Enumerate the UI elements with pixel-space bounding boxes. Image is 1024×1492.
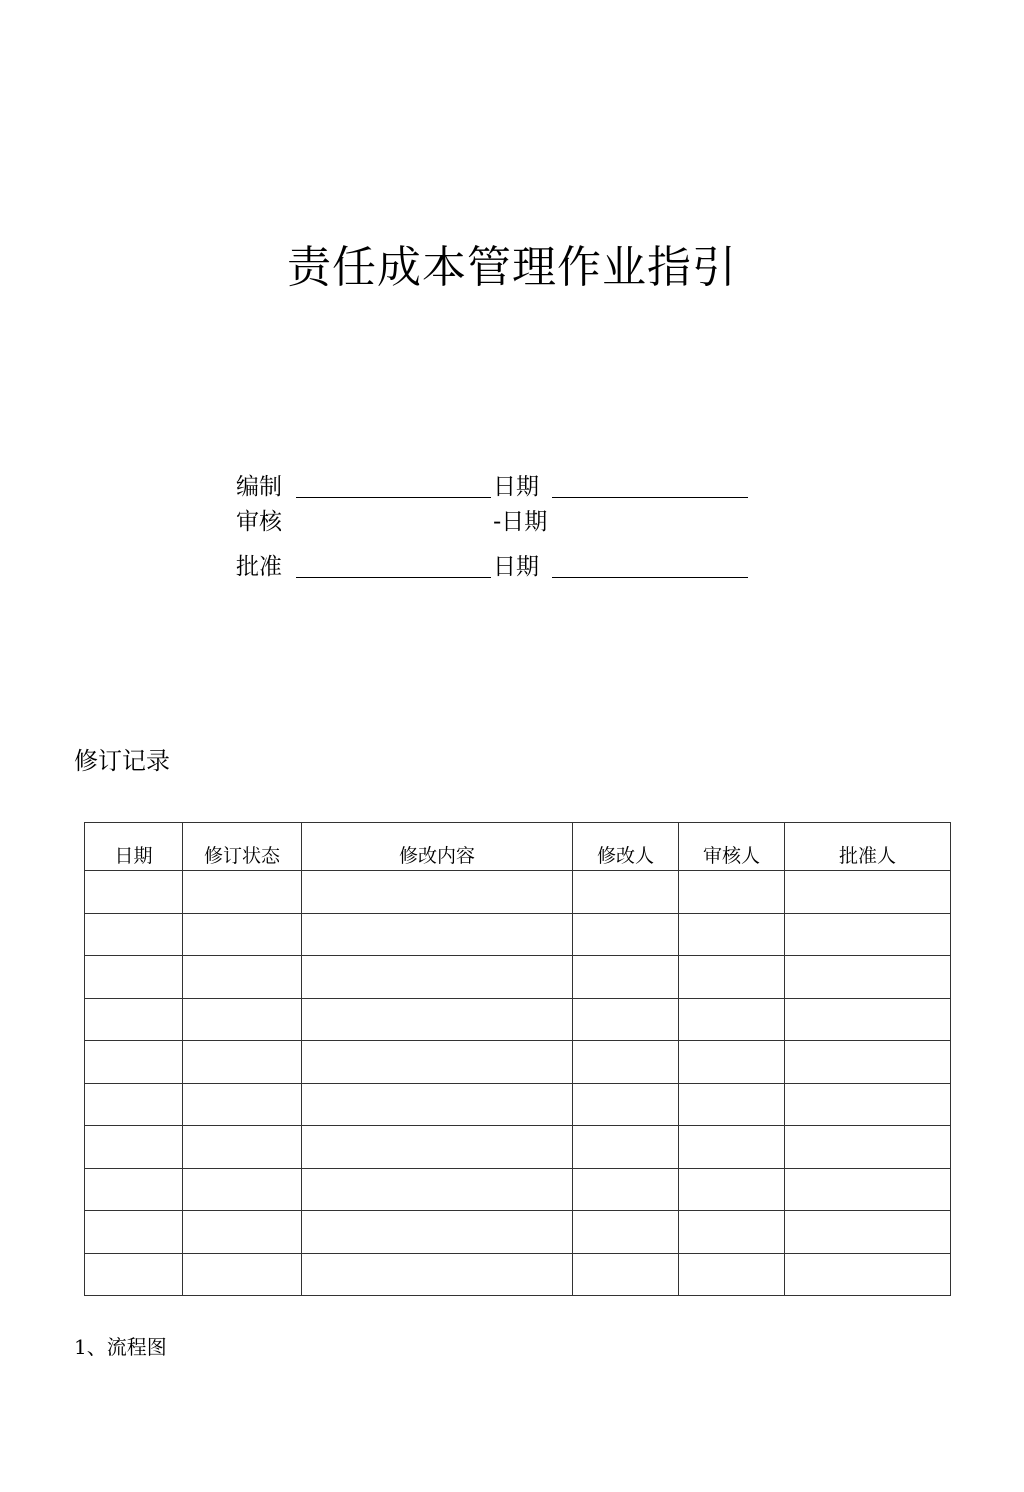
revision-record-table [84, 822, 951, 1296]
table-row [85, 1168, 951, 1211]
table-row [85, 871, 951, 914]
revision-record-heading: 修订记录 [74, 747, 170, 775]
column-header-change-content: 修改内容 [302, 823, 573, 871]
table-cell [85, 1083, 183, 1126]
table-cell [573, 1041, 679, 1084]
table-cell [302, 998, 573, 1041]
table-cell [183, 913, 302, 956]
review-label: 审核 [236, 509, 282, 535]
column-header-revision-status: 修订状态 [183, 823, 302, 871]
table-cell [679, 998, 785, 1041]
table-row [85, 1041, 951, 1084]
table-row [85, 1253, 951, 1296]
table-cell [183, 1041, 302, 1084]
column-header-reviewer: 审核人 [679, 823, 785, 871]
table-cell [302, 1083, 573, 1126]
table-cell [573, 956, 679, 999]
table-cell [679, 871, 785, 914]
table-cell [183, 1168, 302, 1211]
column-header-modifier: 修改人 [573, 823, 679, 871]
table-row [85, 1083, 951, 1126]
table-cell [679, 1126, 785, 1169]
table-cell [573, 913, 679, 956]
approve-label: 批准 [236, 554, 282, 580]
table-cell [573, 998, 679, 1041]
table-cell [85, 1041, 183, 1084]
compile-label: 编制 [236, 474, 282, 500]
table-cell [573, 871, 679, 914]
table-row [85, 1126, 951, 1169]
table-cell [302, 1253, 573, 1296]
table-cell [85, 1253, 183, 1296]
table-header-row [85, 823, 951, 871]
table-cell [302, 956, 573, 999]
table-cell [183, 1083, 302, 1126]
table-row [85, 1211, 951, 1254]
table-cell [785, 1041, 951, 1084]
table-cell [785, 1168, 951, 1211]
table-cell [573, 1253, 679, 1296]
table-cell [85, 956, 183, 999]
table-cell [183, 1126, 302, 1169]
column-header-approver: 批准人 [785, 823, 951, 871]
table-cell [785, 871, 951, 914]
table-cell [785, 913, 951, 956]
section-heading-flowchart: 1、流程图 [74, 1335, 167, 1359]
table-cell [785, 956, 951, 999]
table-cell [679, 1168, 785, 1211]
table-cell [679, 956, 785, 999]
table-body [85, 871, 951, 1296]
table-cell [183, 871, 302, 914]
document-title: 责任成本管理作业指引 [287, 242, 737, 293]
table-cell [302, 871, 573, 914]
table-cell [573, 1126, 679, 1169]
table-cell [85, 871, 183, 914]
review-date-label: -日期 [493, 509, 548, 535]
table-cell [679, 1041, 785, 1084]
table-cell [302, 1211, 573, 1254]
compile-date-line [552, 471, 748, 498]
table-cell [573, 1211, 679, 1254]
table-row [85, 956, 951, 999]
table-cell [85, 1168, 183, 1211]
table-cell [85, 1211, 183, 1254]
table-cell [679, 1211, 785, 1254]
table-cell [785, 1083, 951, 1126]
table-cell [679, 1083, 785, 1126]
table-cell [785, 998, 951, 1041]
compile-date-label: 日期 [493, 474, 539, 500]
table-cell [302, 1168, 573, 1211]
compile-signature-line [296, 471, 491, 498]
approve-signature-line [296, 551, 491, 578]
table-cell [785, 1211, 951, 1254]
table-cell [183, 1211, 302, 1254]
table-cell [302, 1041, 573, 1084]
table-row [85, 913, 951, 956]
table-cell [573, 1083, 679, 1126]
table-cell [85, 1126, 183, 1169]
table-cell [302, 913, 573, 956]
table-cell [183, 998, 302, 1041]
table-cell [785, 1126, 951, 1169]
table-cell [183, 1253, 302, 1296]
approve-date-label: 日期 [493, 554, 539, 580]
table-cell [785, 1253, 951, 1296]
table-cell [573, 1168, 679, 1211]
table-cell [302, 1126, 573, 1169]
table-cell [85, 998, 183, 1041]
table-cell [85, 913, 183, 956]
approve-date-line [552, 551, 748, 578]
table-cell [183, 956, 302, 999]
table-cell [679, 913, 785, 956]
table-row [85, 998, 951, 1041]
table-cell [679, 1253, 785, 1296]
column-header-date: 日期 [85, 823, 183, 871]
